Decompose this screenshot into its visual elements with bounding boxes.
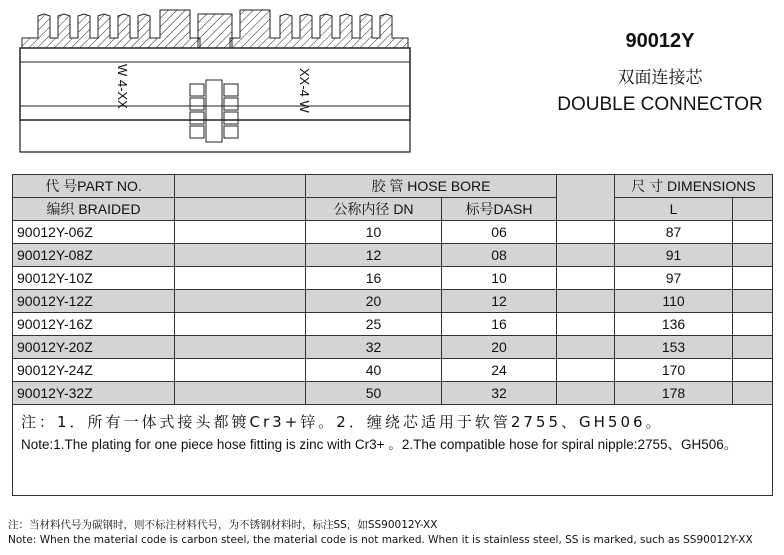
length-cell: 91	[615, 244, 733, 267]
dash-cell: 06	[442, 221, 557, 244]
dash-cell: 24	[442, 359, 557, 382]
note-row	[13, 405, 773, 496]
dash-cell: 16	[442, 313, 557, 336]
spec-table	[12, 174, 773, 496]
header-blank-4	[733, 198, 773, 221]
blank-cell	[557, 313, 615, 336]
blank-cell	[733, 382, 773, 405]
dim-label-left: W 4-XX	[115, 64, 130, 109]
header-part-no: 代 号PART NO.	[13, 175, 175, 198]
blank-cell	[557, 244, 615, 267]
header-blank-1	[175, 175, 306, 198]
header-dash: 标号DASH	[442, 198, 557, 221]
dn-cell: 25	[306, 313, 442, 336]
blank-cell	[175, 313, 306, 336]
length-cell: 153	[615, 336, 733, 359]
note-en: Note:1.The plating for one piece hose fitting is zinc with Cr3+ 。2.The compatible hose for spiral nipple:2755、GH506。	[21, 437, 738, 452]
part-number-title: 90012Y	[625, 30, 695, 52]
connector-drawing	[0, 0, 430, 165]
footer-note-cn: 注：当材料代号为碳钢时，则不标注材料代号，为不锈钢材料时，标注SS，如SS90012Y-XX	[8, 519, 438, 531]
header-l: L	[615, 198, 733, 221]
blank-cell	[557, 267, 615, 290]
blank-cell	[557, 359, 615, 382]
blank-cell	[733, 359, 773, 382]
dim-label-right: XX-4 W	[297, 68, 312, 113]
blank-cell	[557, 382, 615, 405]
product-name-cn: 双面连接芯	[617, 68, 703, 88]
header-dn: 公称内径 DN	[306, 198, 442, 221]
blank-cell	[175, 290, 306, 313]
length-cell: 178	[615, 382, 733, 405]
dash-cell: 32	[442, 382, 557, 405]
blank-cell	[733, 290, 773, 313]
table-row	[13, 382, 773, 405]
part-number-cell: 90012Y-12Z	[13, 290, 175, 313]
note-cell	[13, 405, 773, 496]
table-row	[13, 336, 773, 359]
length-cell: 136	[615, 313, 733, 336]
blank-cell	[557, 221, 615, 244]
dn-cell: 10	[306, 221, 442, 244]
blank-cell	[175, 244, 306, 267]
header-dimensions: 尺 寸 DIMENSIONS	[615, 175, 773, 198]
part-number-cell: 90012Y-10Z	[13, 267, 175, 290]
table-row	[13, 221, 773, 244]
table-row	[13, 313, 773, 336]
header-braided: 编织 BRAIDED	[13, 198, 175, 221]
footer-note-en: Note: When the material code is carbon steel, the material code is not marked. When it is stainless steel, SS is marked, such as SS90012Y-XX	[8, 534, 753, 546]
dash-cell: 10	[442, 267, 557, 290]
length-cell: 170	[615, 359, 733, 382]
table-row	[13, 290, 773, 313]
blank-cell	[175, 336, 306, 359]
dn-cell: 12	[306, 244, 442, 267]
blank-cell	[557, 290, 615, 313]
dn-cell: 20	[306, 290, 442, 313]
blank-cell	[733, 244, 773, 267]
blank-cell	[733, 267, 773, 290]
dn-cell: 50	[306, 382, 442, 405]
part-number-cell: 90012Y-20Z	[13, 336, 175, 359]
blank-cell	[733, 336, 773, 359]
blank-cell	[733, 313, 773, 336]
product-name-en: DOUBLE CONNECTOR	[557, 94, 763, 115]
length-cell: 110	[615, 290, 733, 313]
length-cell: 97	[615, 267, 733, 290]
dn-cell: 16	[306, 267, 442, 290]
length-cell: 87	[615, 221, 733, 244]
part-number-cell: 90012Y-32Z	[13, 382, 175, 405]
blank-cell	[175, 267, 306, 290]
dash-cell: 20	[442, 336, 557, 359]
dn-cell: 32	[306, 336, 442, 359]
blank-cell	[557, 336, 615, 359]
part-number-cell: 90012Y-24Z	[13, 359, 175, 382]
blank-cell	[175, 359, 306, 382]
header-row-1	[13, 175, 773, 198]
table-row	[13, 244, 773, 267]
table-row	[13, 359, 773, 382]
dn-cell: 40	[306, 359, 442, 382]
part-number-cell: 90012Y-16Z	[13, 313, 175, 336]
header-blank-2	[557, 175, 615, 221]
header-row-2	[13, 198, 773, 221]
note-cn: 注：1．所有一体式接头都镀Cr3+锌。2．缠绕芯适用于软管2755、GH506。	[21, 413, 664, 431]
blank-cell	[733, 221, 773, 244]
header-blank-3	[175, 198, 306, 221]
dash-cell: 08	[442, 244, 557, 267]
table-row	[13, 267, 773, 290]
title-block	[480, 30, 780, 116]
blank-cell	[175, 221, 306, 244]
header-hose-bore: 胶 管 HOSE BORE	[306, 175, 557, 198]
part-number-cell: 90012Y-06Z	[13, 221, 175, 244]
blank-cell	[175, 382, 306, 405]
dash-cell: 12	[442, 290, 557, 313]
footer-notes	[8, 518, 753, 548]
part-number-cell: 90012Y-08Z	[13, 244, 175, 267]
